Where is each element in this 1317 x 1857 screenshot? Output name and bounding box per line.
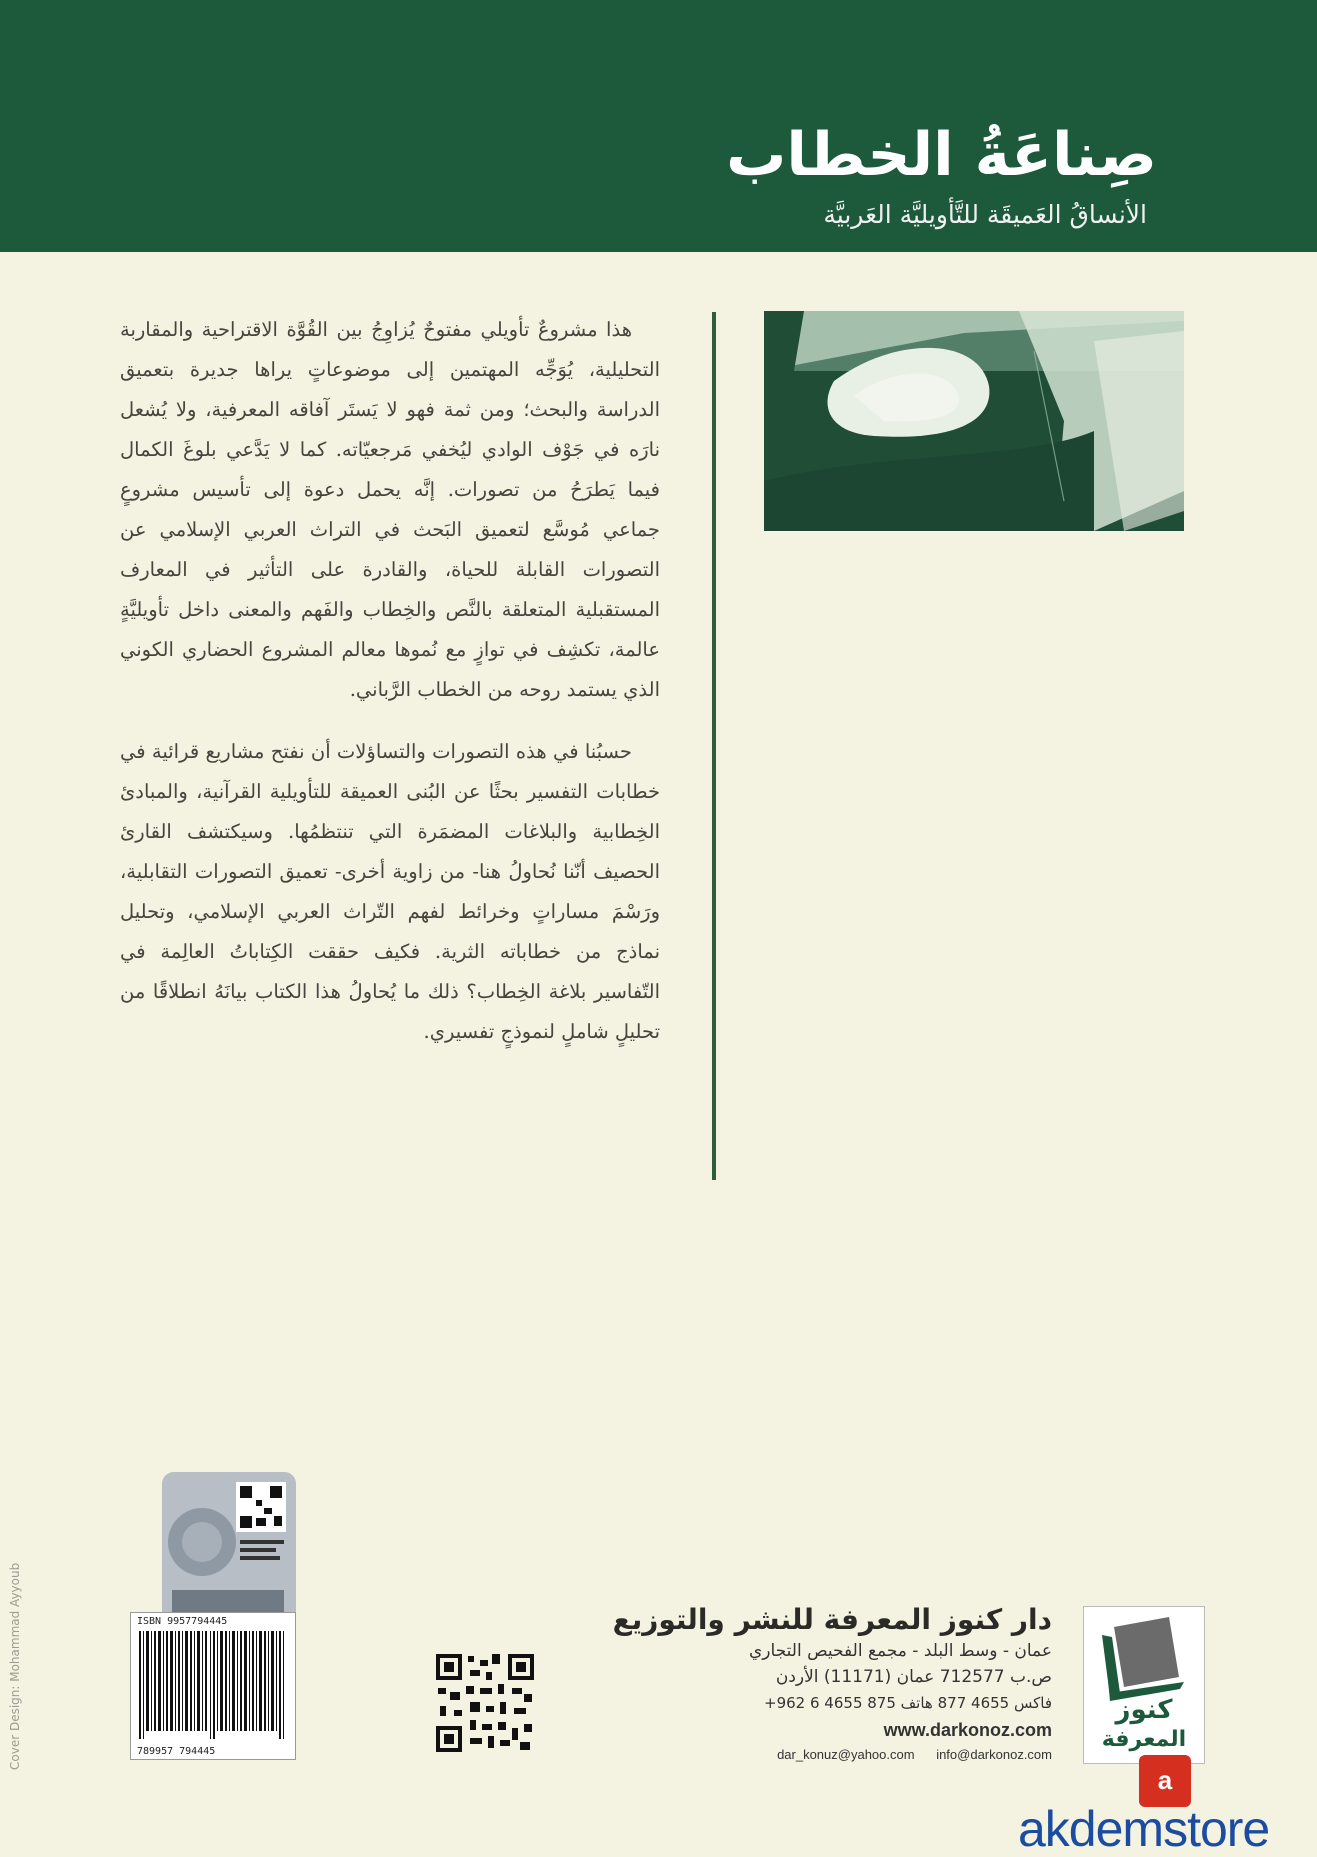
publisher-phone: +962 6 4655 875 فاكس 4655 877 هاتف — [764, 1694, 1052, 1712]
isbn-barcode — [130, 1612, 296, 1760]
isbn-number: 789957 794445 — [137, 1746, 216, 1757]
logo-text-bottom: المعرفة — [1101, 1727, 1187, 1752]
store-watermark: akdemstore — [1018, 1801, 1270, 1857]
publisher-email-2: info@darkonoz.com — [936, 1747, 1052, 1762]
logo-text-top: كنوز — [1115, 1695, 1173, 1725]
qr-code-icon — [434, 1652, 536, 1754]
publisher-address: عمان - وسط البلد - مجمع الفحيص التجاري — [749, 1641, 1052, 1661]
blurb-paragraph: حسبُنا في هذه التصورات والتساؤلات أن نفتح مشاريع قرائية في خطابات التفسير بحثًا عن البُنى العميقة للتأويلية القرآنية، والمبادئ الخِطابية والبلاغات المضمَرة التي تنتظمُها. وسيكتشف القارئ الحصيف أنّنا نُحاولُ هنا- من زاوية أخرى- تعميق التصورات التقابلية، ورَسْمَ مساراتٍ وخرائط لفهم التّراث العربي الإسلامي، وتحليل نماذج من خطاباته الثرية. فكيف حققت الكِتاباتُ العالِمة في التّفاسير بلاغة الخِطاب؟ ذلك ما يُحاولُ هذا الكتاب بيانَهُ انطلاقًا من تحليلٍ شاملٍ لنموذجٍ تفسيري. — [120, 740, 660, 1043]
blurb-paragraph: هذا مشروعٌ تأويلي مفتوحٌ يُزاوِجُ بين القُوَّة الاقتراحية والمقاربة التحليلية، يُوَجِّه المهتمين إلى موضوعاتٍ يراها جديرة بتعميق الدراسة والبحث؛ ومن ثمة فهو لا يَستَر آفاقه المعرفية، ولا يُشعل نارَه في جَوْف الوادي ليُخفي مَرجعيّاته. كما لا يَدَّعي بلوغَ الكمال فيما يَطرَحُ من تصورات. إنَّه يحمل دعوة إلى تأسيس مشروعٍ جماعي مُوسَّع لتعميق البَحث في التراث العربي الإسلامي عن التصورات القابلة للحياة، والقادرة على التأثير في المعارف المستقبلية المتعلقة بالنَّص والخِطاب والفَهم والمعنى داخل تأويليَّةٍ عالمة، تكشِف في توازٍ مع نُموها معالم المشروع الحضاري الكوني الذي يستمد روحه من الخطاب الرَّباني. — [120, 318, 660, 701]
header-band — [0, 0, 1317, 252]
book-subtitle: الأنساقُ العَميقَة للتَّأويليَّة العَربيَّة — [823, 200, 1147, 229]
store-icon-letter: a — [1157, 1765, 1173, 1795]
publisher-logo — [1083, 1606, 1205, 1764]
publisher-email-1: dar_konuz@yahoo.com — [777, 1747, 915, 1762]
back-cover-blurb — [120, 310, 660, 1074]
cover-design-credit: Cover Design: Mohammad Ayyoub — [8, 1562, 22, 1770]
publisher-name: دار كنوز المعرفة للنشر والتوزيع — [612, 1603, 1052, 1636]
book-logo-icon — [1084, 1607, 1204, 1707]
isbn-label: ISBN 9957794445 — [137, 1616, 228, 1627]
publisher-pobox: ص.ب 712577 عمان (11171) الأردن — [775, 1667, 1052, 1687]
calligraphy-artwork — [764, 311, 1184, 531]
publisher-info — [612, 1602, 1052, 1766]
book-title: صِناعَةُ الخطاب — [726, 120, 1157, 190]
publisher-emails — [612, 1744, 1052, 1766]
divider-line — [712, 312, 716, 1180]
barcode-icon — [137, 1631, 289, 1739]
publisher-website: www.darkonoz.com — [883, 1720, 1052, 1740]
